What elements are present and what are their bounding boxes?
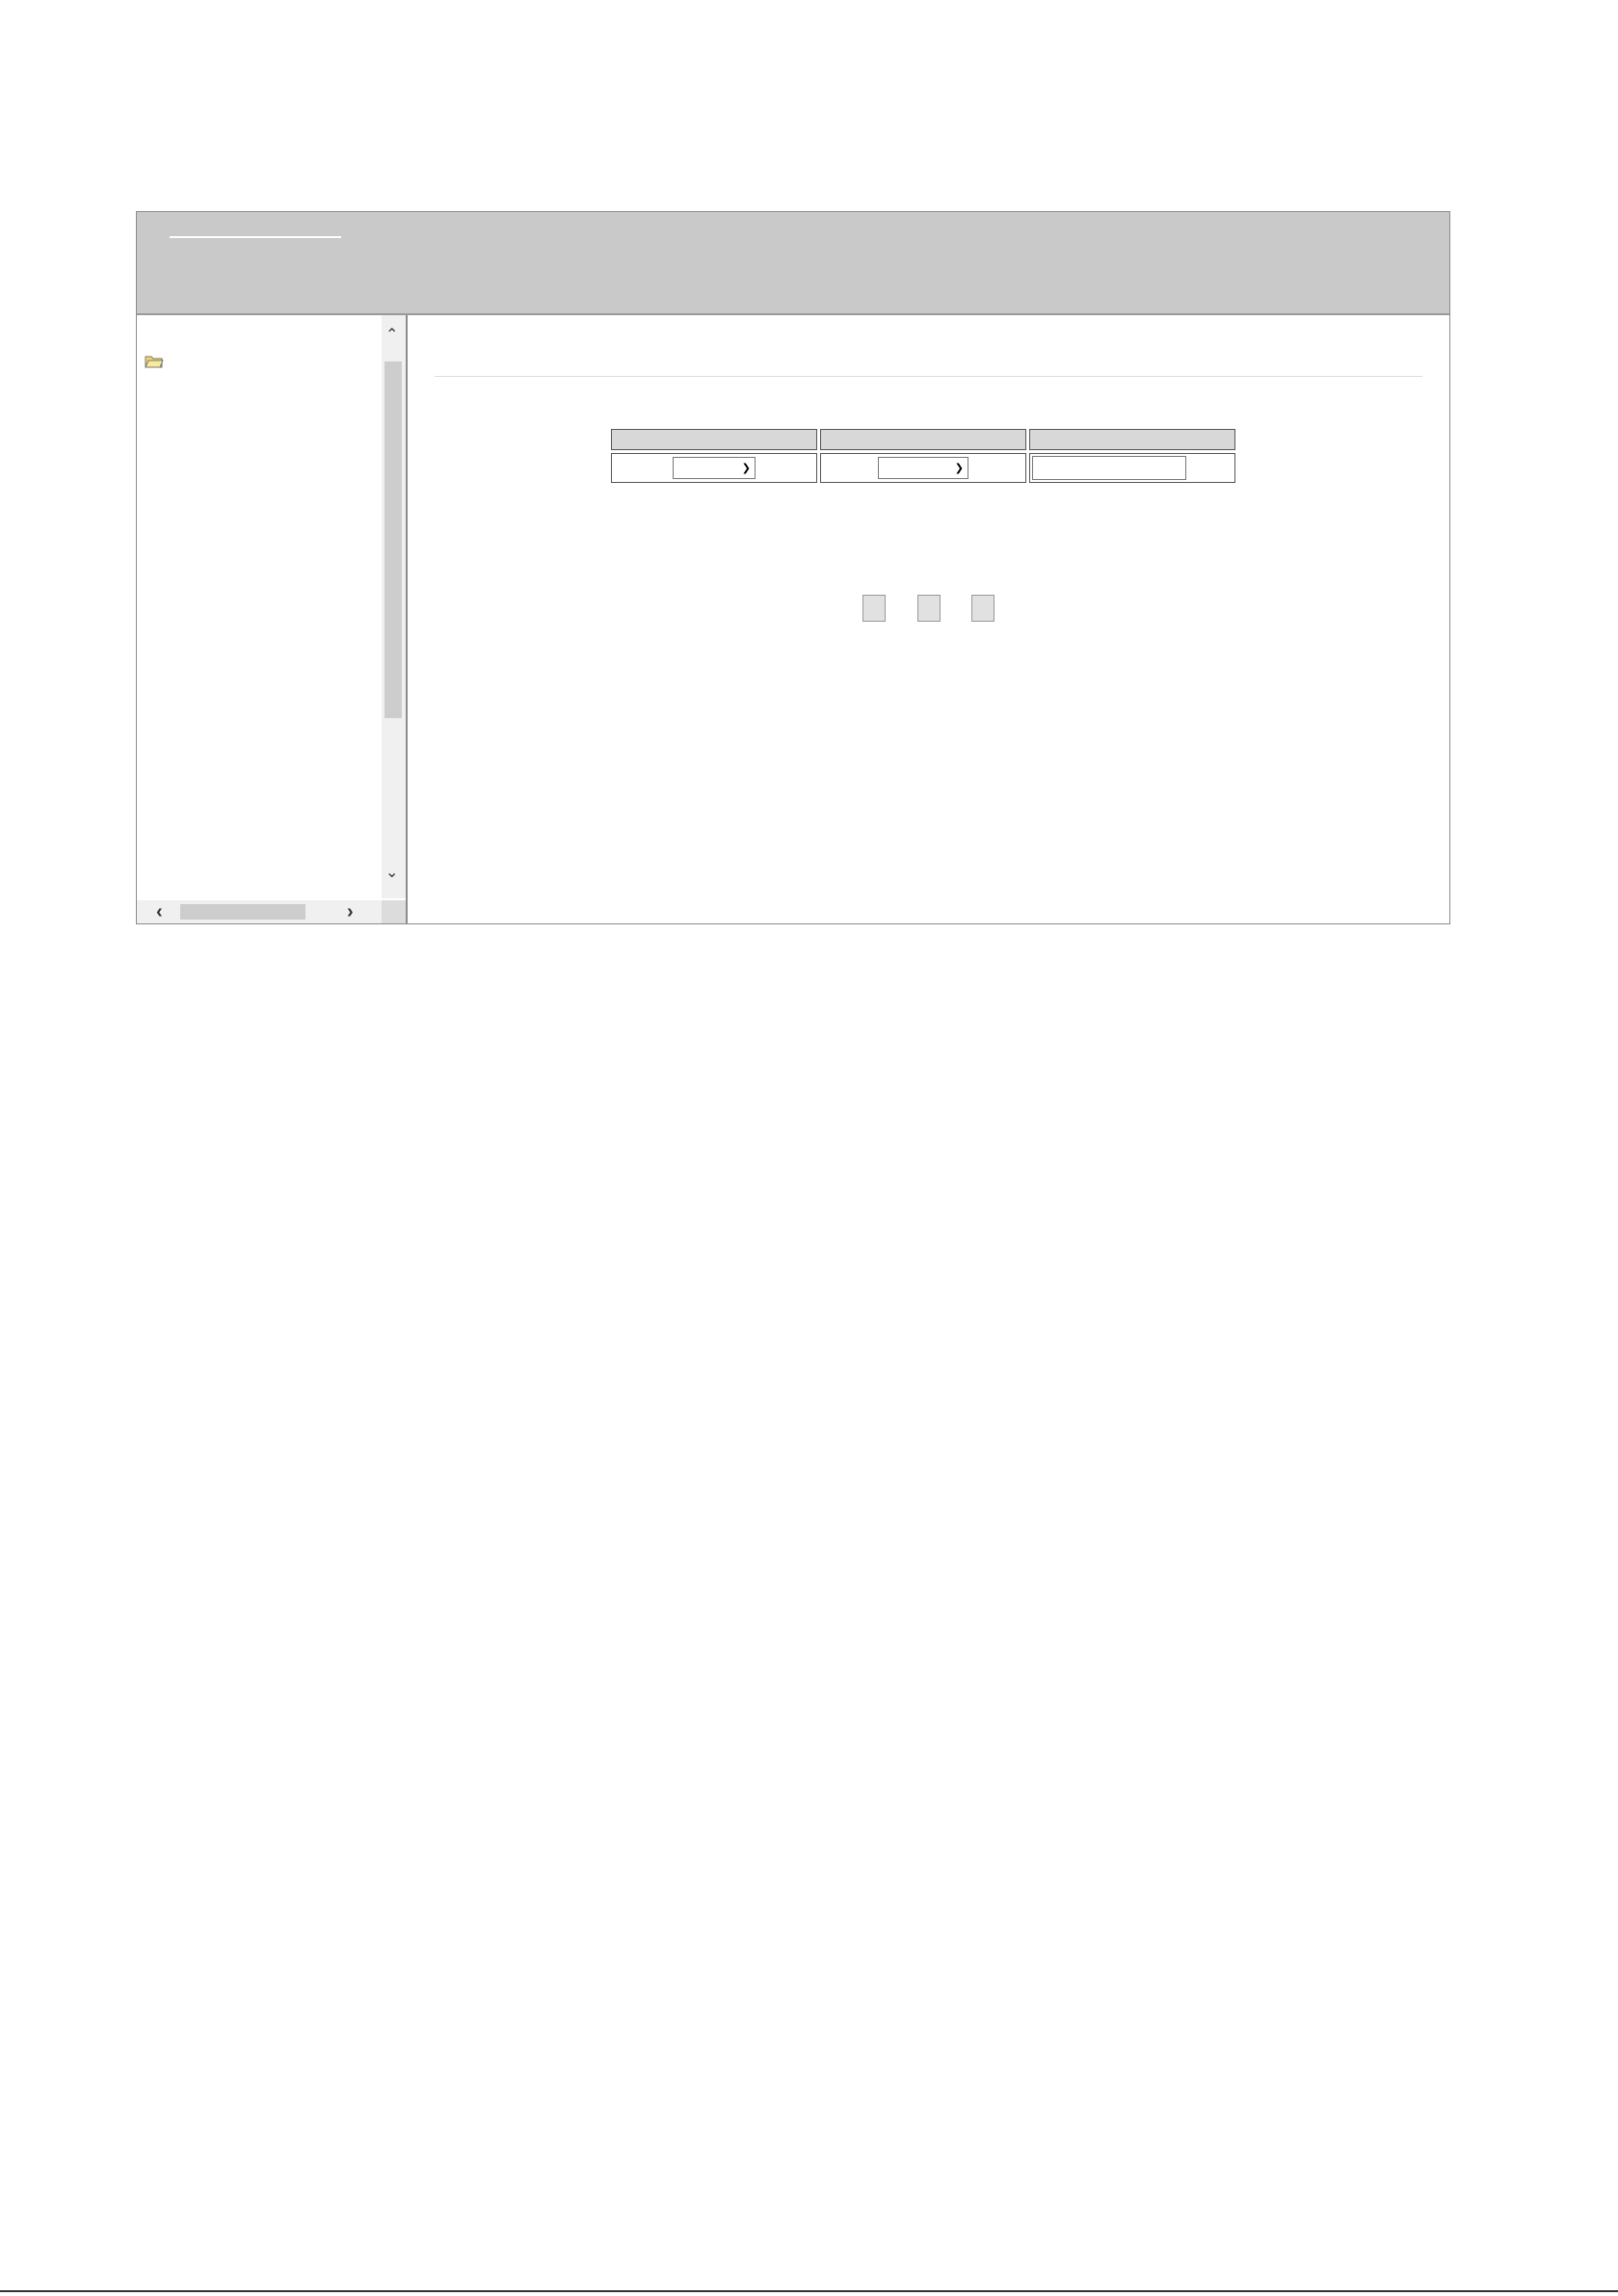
sidebar-vertical-scrollbar[interactable] [382, 315, 406, 898]
service-type-cell [611, 453, 817, 483]
scroll-right-icon[interactable]: › [347, 901, 354, 922]
service-type-select[interactable] [673, 457, 756, 479]
osnovo-logo [170, 235, 341, 238]
refresh-button[interactable] [862, 595, 886, 622]
scroll-down-icon[interactable]: ⌄ [385, 865, 399, 881]
sidebar-horizontal-scrollbar[interactable] [137, 900, 406, 923]
navigation-sidebar [137, 315, 408, 923]
header-bar [137, 212, 1449, 315]
horizontal-scroll-thumb[interactable] [180, 904, 305, 920]
scrollbar-corner [382, 900, 406, 923]
folder-open-icon [145, 351, 164, 374]
switch-web-ui [136, 211, 1450, 924]
chevron-down-icon: ❯ [741, 462, 751, 474]
chevron-down-icon: ❯ [954, 462, 964, 474]
main-content [408, 315, 1449, 923]
management-state-cell [820, 453, 1026, 483]
management-state-select[interactable] [878, 457, 968, 479]
vertical-scroll-thumb[interactable] [385, 361, 402, 718]
scroll-left-icon[interactable]: ‹ [156, 901, 163, 922]
action-buttons [408, 595, 1449, 622]
tree-root-switch[interactable] [145, 351, 172, 374]
table-input-row [611, 453, 1235, 483]
column-header-service-type [611, 429, 817, 450]
title-divider [435, 376, 1422, 377]
acl-group-input[interactable] [1032, 456, 1186, 480]
page-bottom-rule [0, 2290, 1618, 2292]
user-safety-table [608, 426, 1238, 486]
scroll-up-icon[interactable]: ⌃ [385, 327, 399, 343]
help-button[interactable] [971, 595, 995, 622]
column-header-management-state [820, 429, 1026, 450]
logo-underline [170, 236, 341, 238]
acl-group-cell [1029, 453, 1235, 483]
apply-button[interactable] [917, 595, 941, 622]
navigation-tree [137, 315, 384, 898]
column-header-acl-group [1029, 429, 1235, 450]
table-header-row [611, 429, 1235, 450]
